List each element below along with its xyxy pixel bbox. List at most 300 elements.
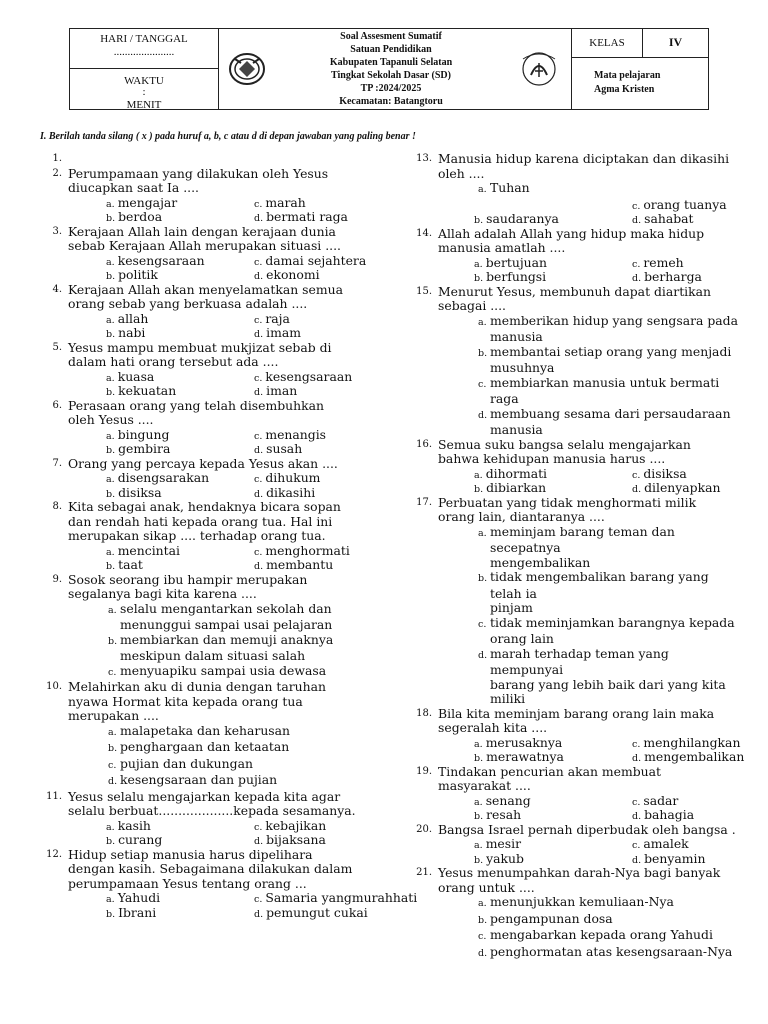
- question-item: [40, 167, 370, 225]
- option-text: sahabat: [644, 211, 694, 226]
- option-text: Ibrani: [118, 904, 157, 920]
- option-text: merawatnya: [486, 749, 564, 764]
- option-text: orang tuanya: [643, 196, 727, 212]
- answer-row: [68, 544, 370, 559]
- answer-option: [438, 570, 740, 616]
- option-letter: a.: [106, 372, 115, 384]
- option-letter: d.: [478, 649, 488, 661]
- answer-row: [68, 254, 370, 269]
- option-text: kebajikan: [265, 817, 327, 833]
- answer-row: [438, 481, 740, 496]
- answer-option: [68, 633, 370, 664]
- class-value: IV: [643, 29, 709, 58]
- option-letter: a.: [106, 546, 115, 558]
- answer-option: [438, 945, 740, 962]
- option-letter: a.: [106, 821, 115, 833]
- option-text: gembira: [118, 441, 171, 456]
- option-letter: b.: [478, 914, 488, 926]
- question-item: [40, 680, 370, 790]
- answer-row: [438, 270, 740, 285]
- option-letter: d.: [254, 213, 264, 224]
- option-letter: d.: [632, 484, 642, 495]
- option-letter: c.: [632, 258, 641, 270]
- question-item: [410, 866, 740, 961]
- question-item: [410, 438, 740, 496]
- exam-title: [275, 29, 507, 110]
- answer-row: [438, 736, 740, 751]
- question-number: 17.: [416, 496, 432, 508]
- question-number: 16.: [416, 438, 432, 450]
- option-letter: d.: [254, 271, 264, 282]
- answer-row: [68, 370, 370, 385]
- option-text: damai sejahtera: [265, 252, 367, 268]
- option-letter: c.: [254, 546, 263, 558]
- option-letter: b.: [474, 273, 484, 284]
- question-number: 6.: [52, 399, 62, 411]
- option-text: Yahudi: [117, 890, 161, 905]
- option-letter: b.: [106, 561, 116, 572]
- option-letter: d.: [254, 445, 264, 456]
- question-item: [410, 285, 740, 438]
- question-text: Yesus selalu mengajarkan kepada kita agar selalu berbuat...................kepada sesamanya.: [68, 788, 356, 818]
- option-text: dihormati: [485, 465, 548, 481]
- option-letter: b.: [106, 387, 116, 398]
- option-text: bahagia: [644, 807, 695, 822]
- option-letter: a.: [106, 256, 115, 268]
- header-table: [69, 28, 709, 110]
- option-text: bertujuan: [485, 254, 548, 270]
- option-letter: a.: [106, 430, 115, 442]
- option-text: saudaranya: [486, 211, 559, 226]
- question-item: [40, 790, 370, 848]
- option-text: malapetaka dan keharusan: [120, 722, 291, 738]
- question-text: Tindakan pencurian akan membuat masyarakat ....: [438, 763, 662, 793]
- question-text: Sosok seorang ibu hampir merupakan segalanya bagi kita karena ....: [68, 571, 308, 601]
- option-text: marah terhadap teman yang mempunyai barang yang lebih baik dari yang kita miliki: [490, 645, 726, 706]
- question-number: 19.: [416, 765, 432, 777]
- option-text: pengampunan dosa: [490, 910, 613, 926]
- title-line: Soal Assesment Sumatif: [340, 31, 442, 42]
- regency-emblem-icon: [227, 49, 267, 89]
- option-text: menunjukkan kemuliaan-Nya: [490, 894, 674, 909]
- question-number: 20.: [416, 823, 432, 835]
- option-text: disiksa: [118, 484, 162, 500]
- question-item: [40, 500, 370, 573]
- question-item: [40, 846, 418, 921]
- option-letter: a.: [106, 198, 115, 210]
- option-letter: b.: [474, 854, 484, 866]
- answer-option: [68, 740, 370, 757]
- question-number: 2.: [52, 167, 62, 179]
- option-letter: c.: [478, 378, 487, 390]
- subject-value: Agma Kristen: [594, 84, 655, 96]
- question-item: [40, 152, 370, 167]
- option-text: bermati raga: [266, 209, 348, 224]
- question-number: 13.: [416, 153, 432, 164]
- title-line: TP :2024/2025: [360, 83, 422, 94]
- option-text: membantu: [266, 557, 334, 572]
- question-item: [410, 765, 740, 823]
- answer-option: [438, 912, 740, 929]
- title-line: Tingkat Sekolah Dasar (SD): [331, 70, 451, 81]
- date-label: HARI / TANGGAL: [100, 33, 188, 45]
- option-letter: c.: [254, 372, 263, 384]
- question-item: [40, 341, 370, 399]
- question-item: [410, 227, 740, 285]
- question-text: Perbuatan yang tidak menghormati milik orang lain, diantaranya ....: [438, 494, 697, 524]
- option-text: berharga: [644, 269, 702, 284]
- answer-option: [438, 376, 740, 407]
- question-text: [68, 152, 370, 167]
- option-text: amalek: [643, 836, 689, 851]
- question-number: 15.: [416, 285, 432, 297]
- question-number: 1.: [52, 153, 62, 164]
- option-letter: c.: [632, 200, 641, 212]
- question-text: Kita sebagai anak, hendaknya bicara sopan dan rendah hati kepada orang tua. Hal ini merupakan sikap .... terhadap orang tua.: [68, 499, 341, 543]
- answer-row: [68, 471, 370, 486]
- option-letter: c.: [632, 840, 641, 851]
- option-text: yakub: [486, 850, 524, 866]
- question-number: 12.: [46, 848, 62, 860]
- answer-option: [438, 928, 740, 945]
- right-column: [410, 151, 745, 961]
- time-box: [70, 69, 218, 109]
- option-letter: d.: [632, 273, 642, 284]
- option-text: menyuapiku sampai usia dewasa: [120, 662, 327, 678]
- question-text: Yesus menumpahkan darah-Nya bagi banyak orang untuk ....: [438, 865, 721, 895]
- option-text: senang: [485, 792, 531, 808]
- answer-option: [68, 773, 370, 790]
- question-item: [40, 399, 370, 457]
- option-letter: d.: [108, 776, 118, 787]
- answer-row: [68, 890, 418, 906]
- answer-option: [254, 906, 368, 923]
- option-letter: b.: [106, 836, 116, 847]
- option-text: membantai setiap orang yang menjadi musuhnya: [490, 343, 732, 375]
- answer-row: [438, 212, 740, 227]
- option-letter: c.: [254, 256, 263, 268]
- option-letter: c.: [254, 198, 263, 210]
- tut-wuri-handayani-icon: [513, 49, 565, 89]
- option-letter: a.: [478, 184, 487, 195]
- answer-option: [438, 525, 740, 571]
- option-letter: c.: [108, 666, 117, 678]
- answer-row: [68, 268, 370, 283]
- option-letter: c.: [254, 474, 263, 485]
- option-text: merusaknya: [485, 734, 563, 750]
- question-number: 4.: [52, 283, 62, 295]
- answer-option: [438, 314, 740, 345]
- option-text: kekuatan: [118, 383, 177, 398]
- option-letter: c.: [254, 430, 263, 442]
- option-text: penghormatan atas kesengsaraan-Nya: [490, 943, 733, 959]
- question-item: [40, 225, 370, 283]
- option-text: tidak meminjamkan barangnya kepada orang lain: [490, 614, 735, 646]
- option-letter: b.: [106, 213, 116, 224]
- question-text: Yesus mampu membuat mukjizat sebab di dalam hati orang tersebut ada ....: [68, 339, 332, 369]
- option-letter: a.: [474, 469, 483, 481]
- option-letter: d.: [254, 488, 264, 500]
- question-number: 8.: [52, 501, 62, 512]
- option-letter: c.: [254, 894, 263, 905]
- answer-option: [68, 724, 370, 741]
- date-box: [70, 29, 218, 69]
- option-text: disengsarakan: [117, 470, 210, 485]
- option-letter: c.: [478, 931, 487, 942]
- time-colon: :: [142, 86, 146, 98]
- option-text: iman: [266, 383, 298, 398]
- question-item: [40, 457, 370, 501]
- option-letter: a.: [108, 604, 117, 616]
- option-text: menghilangkan: [643, 734, 741, 750]
- option-text: bijaksana: [266, 832, 326, 847]
- option-text: remeh: [643, 254, 684, 270]
- question-text: Manusia hidup karena diciptakan dan dikasihi oleh ....: [438, 151, 730, 181]
- option-text: kasih: [117, 817, 151, 833]
- question-number: 9.: [52, 573, 62, 585]
- option-letter: b.: [106, 329, 116, 340]
- option-letter: c.: [632, 796, 641, 808]
- option-text: imam: [266, 325, 301, 340]
- date-time-cell: [70, 29, 219, 110]
- question-number: 14.: [416, 227, 432, 239]
- option-letter: a.: [474, 840, 483, 851]
- option-text: mencintai: [117, 542, 180, 558]
- left-column: [40, 152, 418, 920]
- answer-option: [438, 895, 740, 912]
- option-text: membuang sesama dari persaudaraan manusia: [490, 405, 731, 437]
- option-letter: c.: [632, 738, 641, 750]
- option-text: pujian dan dukungan: [120, 755, 253, 771]
- option-letter: a.: [474, 796, 483, 808]
- question-text: Hidup setiap manusia harus dipelihara dengan kasih. Sebagaimana dilakukan dalam perumpamaan Yesus tentang orang ...: [68, 846, 353, 891]
- question-number: 11.: [46, 790, 62, 802]
- option-text: menghormati: [265, 542, 350, 558]
- regency-logo: [219, 29, 276, 110]
- option-letter: d.: [632, 215, 642, 226]
- option-letter: a.: [474, 258, 483, 270]
- ministry-logo: [507, 29, 572, 110]
- answer-row: [438, 837, 740, 852]
- option-text: selalu mengantarkan sekolah dan menunggui sampai usai pelajaran: [120, 600, 333, 632]
- option-letter: d.: [254, 908, 264, 920]
- option-letter: d.: [478, 947, 488, 959]
- option-letter: b.: [474, 215, 484, 226]
- time-label: WAKTU: [124, 75, 164, 87]
- answer-option: [438, 407, 740, 438]
- option-text: disiksa: [643, 465, 687, 481]
- option-letter: a.: [478, 527, 487, 539]
- option-text: membiarkan dan memuji anaknya meskipun dalam situasi salah: [120, 631, 334, 663]
- option-text: nabi: [118, 325, 146, 340]
- option-letter: c.: [632, 469, 641, 481]
- question-text: Kerajaan Allah akan menyelamatkan semua orang sebab yang berkuasa adalah ....: [68, 281, 343, 311]
- question-number: 18.: [416, 707, 432, 719]
- answer-option: [438, 345, 740, 376]
- question-item: [410, 823, 740, 867]
- option-text: Tuhan: [490, 180, 530, 195]
- answer-row: [68, 486, 370, 501]
- answer-row: [438, 256, 740, 271]
- question-text: Kerajaan Allah lain dengan kerajaan dunia sebab Kerajaan Allah merupakan situasi ....: [68, 223, 341, 253]
- question-item: [40, 283, 370, 341]
- subject-label: Mata pelajaran: [594, 70, 661, 82]
- option-text: curang: [118, 832, 163, 847]
- option-text: menangis: [265, 426, 327, 442]
- option-text: ekonomi: [266, 267, 320, 282]
- option-letter: b.: [106, 488, 116, 500]
- question-text: Orang yang percaya kepada Yesus akan ....: [68, 455, 338, 471]
- answer-option: [438, 616, 740, 647]
- question-item: [410, 496, 740, 707]
- answer-row: [438, 749, 745, 765]
- question-text: Semua suku bangsa selalu mengajarkan bahwa kehidupan manusia harus ....: [438, 436, 691, 466]
- minute-label: MENIT: [126, 99, 162, 111]
- answer-row: [438, 198, 740, 213]
- option-letter: d.: [632, 854, 642, 866]
- option-text: dikasihi: [266, 484, 316, 500]
- option-letter: d.: [254, 387, 264, 398]
- option-letter: d.: [254, 561, 264, 572]
- option-letter: c.: [478, 618, 487, 630]
- option-text: dilenyapkan: [644, 480, 721, 495]
- answer-option: [68, 757, 370, 774]
- question-text: Allah adalah Allah yang hidup maka hidup manusia amatlah ....: [438, 225, 705, 255]
- option-text: marah: [265, 194, 306, 210]
- option-text: penghargaan dan ketaatan: [120, 739, 290, 754]
- answer-row: [68, 558, 370, 573]
- option-letter: a.: [478, 316, 487, 328]
- subject-cell: [572, 57, 709, 109]
- question-number: 3.: [52, 225, 62, 237]
- option-letter: a.: [474, 738, 483, 750]
- option-letter: a.: [478, 898, 487, 909]
- option-text: kesengsaraan dan pujian: [120, 772, 278, 787]
- answer-row: [68, 833, 370, 848]
- option-text: raja: [265, 310, 290, 326]
- option-text: mengembalikan: [644, 749, 745, 764]
- answer-row: [438, 852, 740, 867]
- answer-row: [68, 442, 370, 457]
- option-letter: d.: [632, 753, 642, 764]
- option-letter: b.: [474, 811, 484, 822]
- answer-row: [438, 467, 740, 482]
- option-text: susah: [266, 441, 303, 456]
- option-text: pemungut cukai: [266, 904, 368, 920]
- option-text: Samaria yangmurahhati: [265, 890, 418, 905]
- option-text: kesengsaraan: [265, 368, 353, 384]
- question-text: Bila kita meminjam barang orang lain maka segeralah kita ....: [438, 705, 715, 735]
- title-line: Kecamatan: Batangtoru: [339, 96, 443, 107]
- answer-row: [68, 326, 370, 341]
- option-letter: d.: [254, 329, 264, 340]
- answer-row: [68, 312, 370, 327]
- option-text: mengajar: [117, 194, 178, 210]
- question-text: Menurut Yesus, membunuh dapat diartikan sebagai ....: [438, 283, 712, 313]
- option-text: taat: [118, 557, 143, 572]
- option-text: mesir: [485, 836, 522, 851]
- answer-option: [438, 647, 740, 707]
- question-item: [410, 152, 740, 227]
- answer-row: [68, 384, 370, 399]
- option-text: kuasa: [117, 368, 155, 384]
- option-letter: b.: [474, 484, 484, 495]
- option-letter: d.: [254, 836, 264, 847]
- answer-option: [68, 664, 370, 681]
- answer-row: [68, 819, 370, 834]
- option-text: resah: [486, 807, 522, 822]
- instruction-text: I. Berilah tanda silang ( x ) pada huruf a, b, c atau d di depan jawaban yang paling benar !: [40, 131, 416, 142]
- question-number: 5.: [52, 341, 62, 353]
- question-item: [410, 705, 745, 765]
- answer-row: [68, 196, 370, 211]
- option-text: tidak mengembalikan barang yang telah ia pinjam: [490, 569, 709, 615]
- option-text: allah: [117, 310, 149, 326]
- option-letter: b.: [106, 271, 116, 282]
- answer-row: [68, 906, 370, 921]
- option-letter: a.: [106, 894, 115, 905]
- option-letter: a.: [106, 474, 115, 485]
- option-text: bingung: [117, 426, 170, 442]
- date-dots: ......................: [113, 46, 175, 58]
- option-letter: b.: [106, 908, 116, 920]
- option-text: memberikan hidup yang sengsara pada manusia: [490, 312, 738, 344]
- option-text: sadar: [643, 792, 679, 808]
- question-text: Melahirkan aku di dunia dengan taruhan nyawa Hormat kita kepada orang tua merupakan ....: [68, 679, 326, 723]
- option-letter: a.: [106, 314, 115, 326]
- option-letter: d.: [478, 409, 488, 421]
- question-number: 21.: [416, 867, 432, 878]
- answer-row: [438, 794, 740, 809]
- option-text: membiarkan manusia untuk bermati raga: [490, 374, 720, 406]
- question-text: Perumpamaan yang dilakukan oleh Yesus diucapkan saat Ia ....: [68, 165, 329, 195]
- answer-option: [106, 906, 156, 923]
- option-letter: c.: [108, 759, 117, 771]
- option-text: dibiarkan: [486, 480, 547, 495]
- option-text: benyamin: [644, 850, 706, 866]
- question-item: [40, 573, 370, 681]
- title-line: Satuan Pendidikan: [350, 44, 432, 55]
- title-line: Kabupaten Tapanuli Selatan: [329, 57, 453, 68]
- question-number: 10.: [46, 681, 62, 692]
- answer-row: [68, 428, 370, 443]
- option-letter: b.: [478, 347, 488, 359]
- option-letter: c.: [254, 314, 263, 326]
- class-label: KELAS: [572, 29, 643, 58]
- option-letter: b.: [106, 445, 116, 456]
- option-letter: b.: [474, 753, 484, 764]
- answer-row: [438, 808, 740, 823]
- option-text: politik: [118, 267, 158, 282]
- question-text: Bangsa Israel pernah diperbudak oleh bangsa .: [438, 821, 736, 837]
- option-letter: b.: [478, 573, 488, 584]
- answer-option: [438, 181, 740, 198]
- option-letter: c.: [254, 821, 263, 833]
- answer-row: [68, 210, 370, 225]
- option-text: berfungsi: [486, 269, 547, 284]
- option-letter: b.: [108, 743, 118, 754]
- question-number: 7.: [52, 457, 62, 469]
- option-text: berdoa: [118, 209, 163, 224]
- question-text: Perasaan orang yang telah disembuhkan oleh Yesus ....: [68, 397, 325, 427]
- answer-option: [68, 602, 370, 633]
- option-letter: a.: [108, 726, 117, 738]
- option-text: dihukum: [265, 470, 321, 485]
- option-text: kesengsaraan: [117, 252, 205, 268]
- option-text: meminjam barang teman dan secepatnya mengembalikan: [490, 523, 675, 570]
- option-text: mengabarkan kepada orang Yahudi: [490, 927, 713, 942]
- option-letter: b.: [108, 635, 118, 647]
